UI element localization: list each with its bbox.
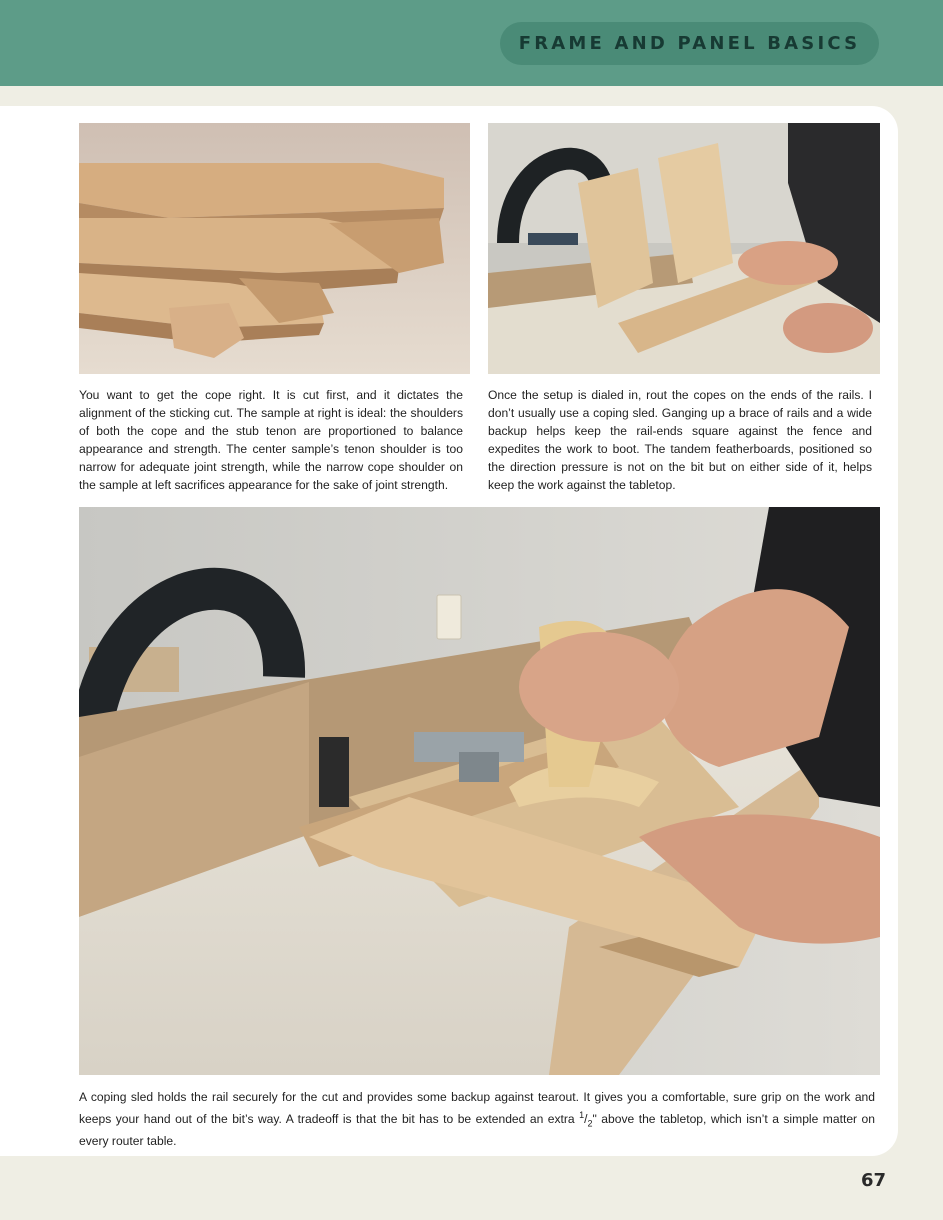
section-title-pill — [500, 22, 879, 65]
caption-top-right: Once the setup is dialed in, rout the copes on the ends of the rails. I don’t usually use a coping sled. Ganging up a brace of rails and a wide backup helps keep the rail-ends square against the fence and expedites the work to boot. The tandem featherboards, positioned so the direction pressure is not on the bit but on either side of it, helps keep the work against the tabletop. — [488, 388, 872, 492]
caption-bottom: A coping sled holds the rail securely for the cut and provides some backup against tearout. It gives you a comfortable, sure grip on the work and keeps your hand out of the bit’s way. A tradeoff is that the bit has to be extended an extra $^1/_2$" above the tabletop, which isn’t a simple matter on every router table. — [79, 1090, 875, 1149]
fraction-numerator: 1 — [579, 1109, 585, 1120]
photo-coping-sled — [79, 507, 880, 1075]
caption-bottom-text-1: A coping sled holds the rail securely for the cut and provides some backup against tearout. It gives you a comfortable, sure grip on the work and keeps your hand out of the bit’s way. A tradeoff is that the bit has to be extended an extra — [79, 1090, 875, 1126]
section-title: FRAME AND PANEL BASICS — [518, 33, 861, 54]
photo-cope-samples — [79, 123, 470, 374]
caption-bottom-text-2: " above the tabletop, which isn’t a simple matter on every router table. — [79, 1111, 875, 1149]
caption-top-left: You want to get the cope right. It is cut first, and it dictates the alignment of the sticking cut. The sample at right is ideal: the shoulders of both the cope and the stub tenon are proportioned to balance appearance and strength. The center sample’s tenon shoulder is too narrow for adequate joint strength, while the narrow cope shoulder on the sample at left sacrifices appearance for the sake of joint strength. — [79, 388, 463, 492]
page-number: 67 — [860, 1170, 886, 1191]
photo-routing-copes — [488, 123, 880, 374]
fraction-denominator: 2 — [587, 1118, 593, 1129]
